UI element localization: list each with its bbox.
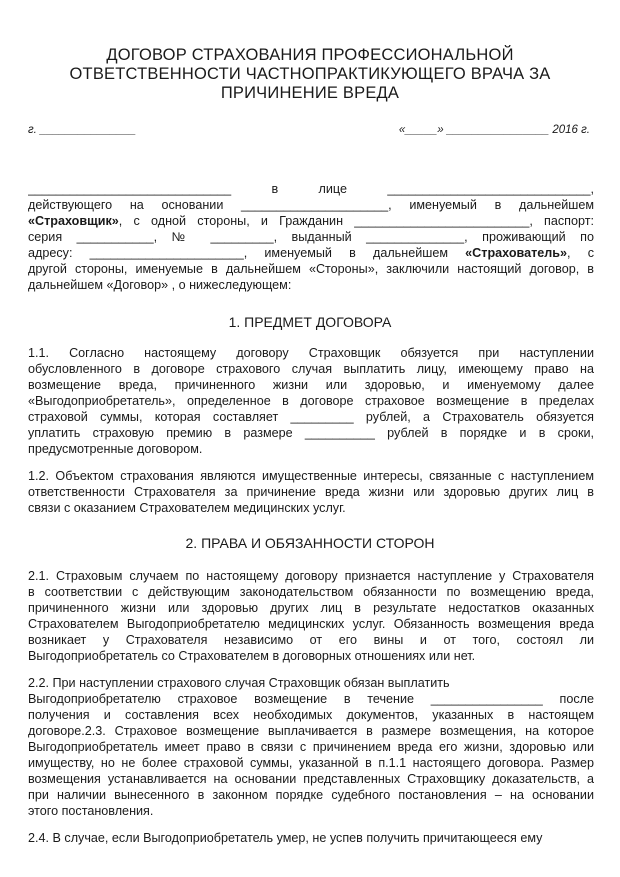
clause-2-2-line: при наличии вынесенного в законном порядке судебного постановления – на основании <box>28 788 594 802</box>
clause-2-2-line: 2.2. При наступлении страхового случая Страховщик обязан выплатить <box>28 676 450 690</box>
clause-2-2-line: Выгодоприобретателю страховое возмещение в течение ________________ после <box>28 692 594 706</box>
section-2-heading: 2. ПРАВА И ОБЯЗАННОСТИ СТОРОН <box>185 535 435 551</box>
city-field: г. _______________ <box>28 124 136 136</box>
clause-2-2-line: получения и составления всех необходимых документов, указанных в настоящем <box>28 708 594 722</box>
document-title <box>40 46 580 103</box>
clause-2-1-line: Страхователем Выгодоприобретателю медицинских услуг. Обязанность возмещения вреда <box>28 617 594 631</box>
preamble-line: действующего на основании _____________________, именуемый в дальнейшем <box>28 198 594 212</box>
clause-2-2-line: этого постановления. <box>28 804 154 818</box>
clause-2-2-line: Выгодоприобретатель имеет право в связи с причинением вреда его жизни, здоровью или <box>28 740 594 754</box>
clause-2-1-line: в соответствии с действующим законодательством обязанности по возмещению вреда, <box>28 585 594 599</box>
preamble-line: дальнейшем «Договор» , о нижеследующем: <box>28 278 292 292</box>
clause-1-1-line: «Выгодоприобретатель», определенное в договоре страховое возмещение в пределах <box>28 394 594 408</box>
clause-1-1-line: возмещение вреда, причиненного жизни или здоровью, и именуемому далее <box>28 378 594 392</box>
preamble-line: _____________________________ в лице _____________________________, <box>28 182 594 196</box>
title-line-1: ДОГОВОР СТРАХОВАНИЯ ПРОФЕССИОНАЛЬНОЙ <box>106 46 514 64</box>
preamble-line: другой стороны, именуемые в дальнейшем «Стороны», заключили настоящий договор, в <box>28 262 594 276</box>
clause-2-2-line: имуществу, но не более страховой суммы, указанной в п.1.1 настоящего договора. Размер <box>28 756 594 770</box>
clause-1-1-line: страховой суммы, которая составляет _________ рублей, а Страхователь обязуется <box>28 410 594 424</box>
clause-2-1-line: возникает у Страхователя независимо от его вины и от того, состоял ли <box>28 633 594 647</box>
clause-1-1-line: обусловленного в договоре страхового случая выплатить лицу, имеющему право на <box>28 362 594 376</box>
insurer-term: «Страховщик» <box>28 214 119 228</box>
clause-2-1-line: Выгодоприобретатель со Страхователем в договорных отношениях или нет. <box>28 649 476 663</box>
insured-term: «Страхователь» <box>465 246 568 260</box>
date-field: «_____» ________________ 2016 г. <box>398 124 590 136</box>
clause-2-2-line: договоре.2.3. Страховое возмещение выплачивается в размере возмещения, на которое <box>28 724 594 738</box>
section-1-heading: 1. ПРЕДМЕТ ДОГОВОРА <box>228 314 392 330</box>
clause-1-1-line: предусмотренные договором. <box>28 442 203 456</box>
clause-1-2-line: связи с оказанием Страхователем медицинских услуг. <box>28 501 346 515</box>
title-line-3: ПРИЧИНЕНИЕ ВРЕДА <box>220 84 400 102</box>
clause-1-1-line: уплатить страховую премию в размере __________ рублей в порядке и в сроки, <box>28 426 594 440</box>
clause-2-1-line: 2.1. Страховым случаем по настоящему договору признается наступление у Страхователя <box>28 569 594 583</box>
clause-2-1-line: причиненного жизни или здоровью других лиц в результате недостатков оказанных <box>28 601 594 615</box>
clause-2-4-line: 2.4. В случае, если Выгодоприобретатель умер, не успев получить причитающееся ему <box>28 831 543 845</box>
title-line-2: ОТВЕТСТВЕННОСТИ ЧАСТНОПРАКТИКУЮЩЕГО ВРАЧА ЗА <box>69 65 551 83</box>
clause-1-2-line: ответственности Страхователя за причинение вреда жизни или здоровью других лиц в <box>28 485 594 499</box>
preamble-line: «Страховщик», с одной стороны, и Гражданин _________________________, паспорт: <box>28 214 594 228</box>
clause-1-1-line: 1.1. Согласно настоящему договору Страховщик обязуется при наступлении <box>28 346 594 360</box>
preamble-line: серия ___________, № _________, выданный ______________, проживающий по <box>28 230 594 244</box>
clause-2-2-line: возмещения устанавливается на основании представленных Страховщику доказательств, а <box>28 772 594 786</box>
preamble-line: адресу: ______________________, именуемый в дальнейшем «Страхователь», с <box>28 246 594 260</box>
clause-1-2-line: 1.2. Объектом страхования являются имущественные интересы, связанные с наступлением <box>28 469 594 483</box>
